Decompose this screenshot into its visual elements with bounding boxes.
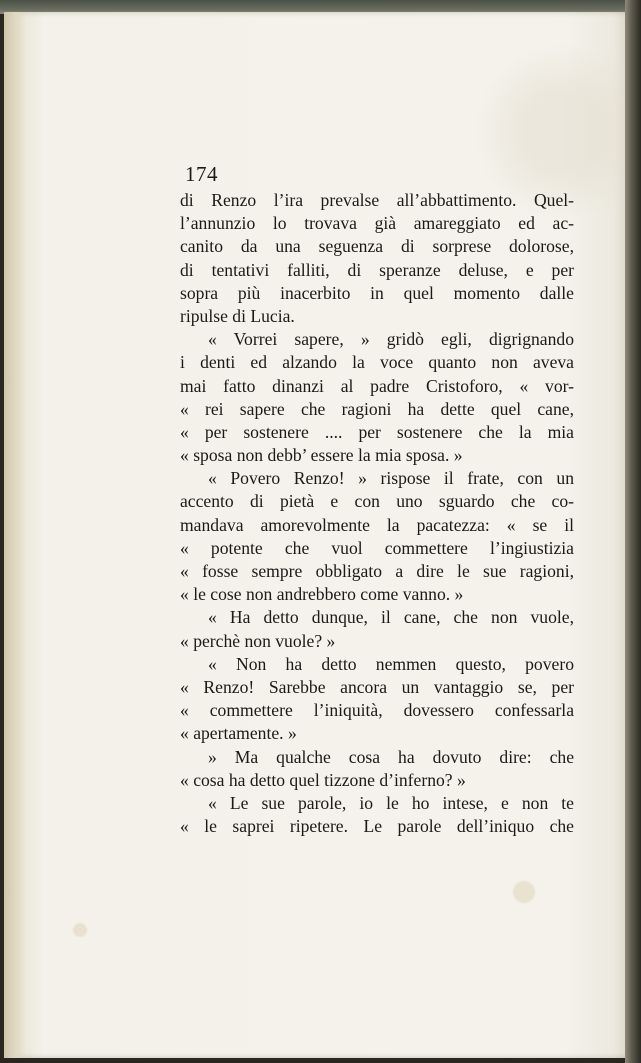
- text-line: l’annunzio lo trovava già amareggiato ed ac-: [180, 213, 574, 234]
- text-line: « le cose non andrebbero come vanno. »: [180, 584, 464, 605]
- text-line: « perchè non vuole? »: [180, 630, 336, 651]
- body-text: [180, 189, 574, 838]
- text-line: « apertamente. »: [180, 723, 297, 744]
- text-line: « le saprei ripetere. Le parole dell’iniquo che: [180, 816, 574, 837]
- text-line: « Le sue parole, io le ho intese, e non te: [208, 792, 574, 813]
- text-line: mai fatto dinanzi al padre Cristoforo, « vor-: [180, 375, 574, 396]
- text-line: « potente che vuol commettere l’ingiustizia: [180, 537, 574, 558]
- text-line: ripulse di Lucia.: [180, 305, 295, 326]
- text-line: « rei sapere che ragioni ha dette quel cane,: [180, 398, 574, 419]
- page-text-block: [180, 160, 574, 838]
- text-line: « Vorrei sapere, » gridò egli, digrignando: [208, 329, 574, 350]
- text-line: « Ha detto dunque, il cane, che non vuole,: [208, 607, 574, 628]
- text-line: di tentativi falliti, di speranze deluse, e per: [180, 259, 574, 280]
- book-fore-edge: [625, 0, 641, 1063]
- text-line: « fosse sempre obbligato a dire le sue ragioni,: [180, 561, 574, 581]
- text-line: i denti ed alzando la voce quanto non aveva: [180, 352, 574, 373]
- text-line: « sposa non debb’ essere la mia sposa. »: [180, 445, 463, 466]
- text-line: mandava amorevolmente la pacatezza: « se il: [180, 514, 574, 535]
- text-line: » Ma qualche cosa ha dovuto dire: che: [208, 746, 574, 767]
- text-line: « Non ha detto nemmen questo, povero: [208, 653, 574, 674]
- text-line: di Renzo l’ira prevalse all’abbattimento. Quel-: [180, 190, 574, 210]
- book-page: [4, 12, 631, 1058]
- text-line: « per sostenere .... per sostenere che la mia: [180, 421, 574, 442]
- page-gutter: [4, 12, 26, 1058]
- text-line: accento di pietà e con uno sguardo che co-: [180, 491, 574, 512]
- text-line: « commettere l’iniquità, dovessero confessarla: [180, 700, 574, 721]
- text-line: « Renzo! Sarebbe ancora un vantaggio se, per: [180, 676, 574, 697]
- text-line: sopra più inacerbito in quel momento dalle: [180, 282, 574, 303]
- text-line: « cosa ha detto quel tizzone d’inferno? »: [180, 769, 466, 790]
- page-number: 174: [185, 162, 218, 186]
- text-line: canito da una seguenza di sorprese dolorose,: [180, 236, 574, 257]
- text-line: « Povero Renzo! » rispose il frate, con un: [208, 468, 574, 489]
